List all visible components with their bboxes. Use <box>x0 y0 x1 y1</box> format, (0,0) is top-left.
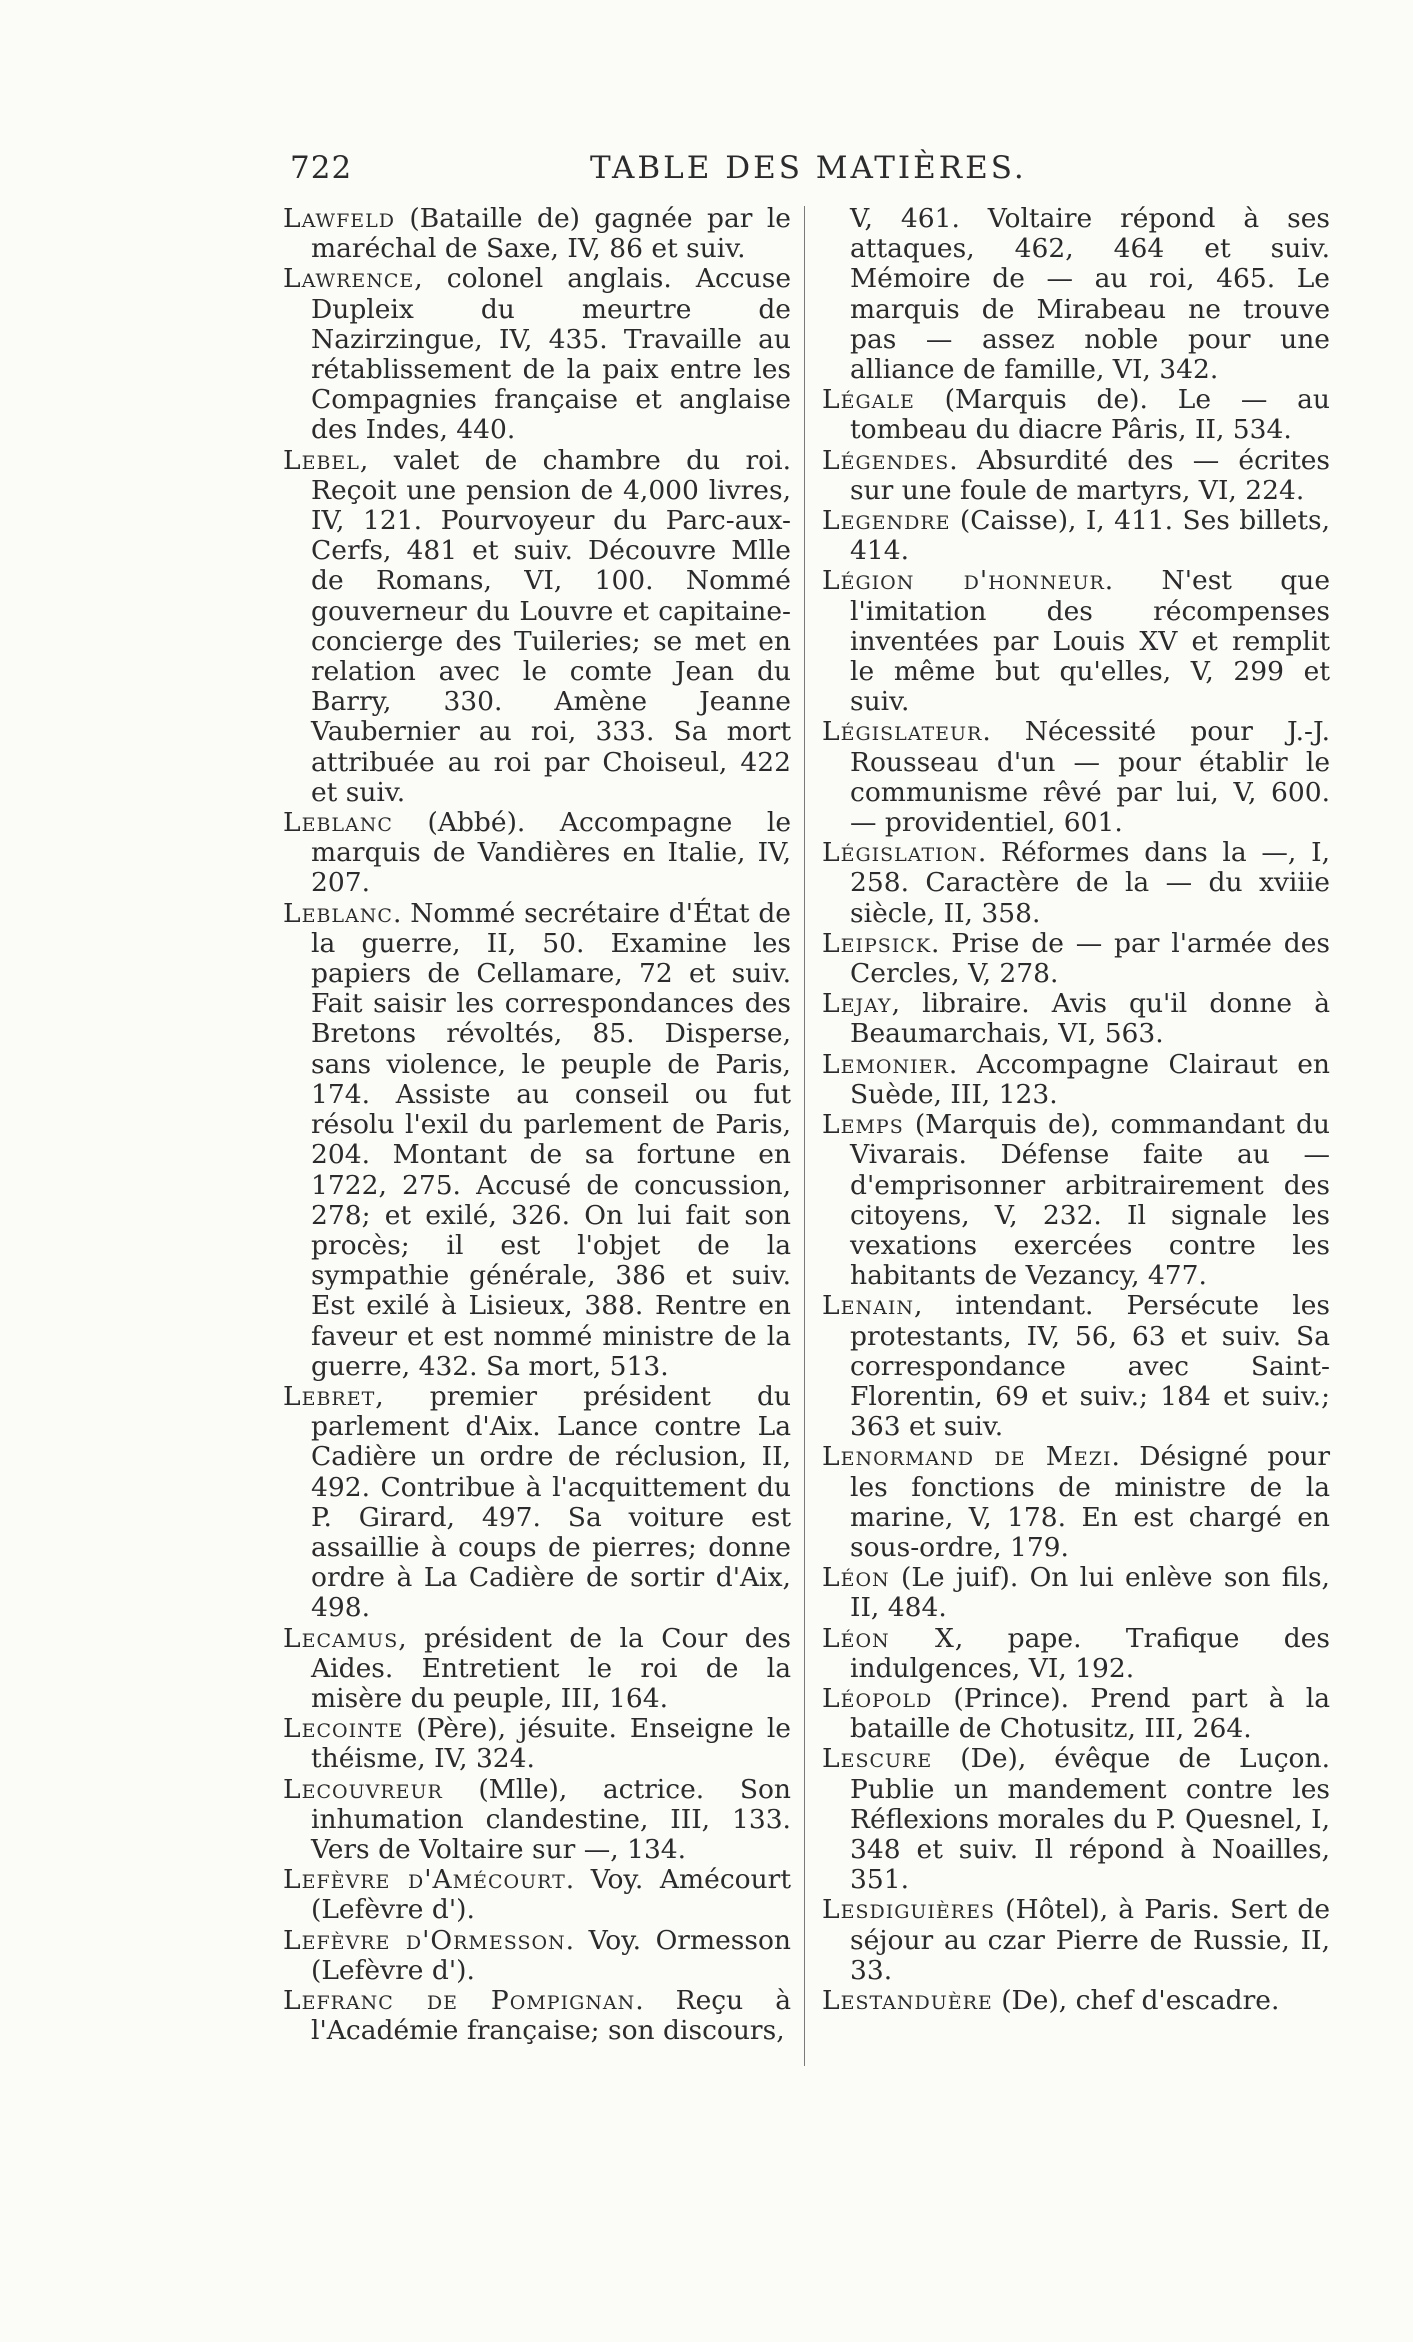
entry-headword: Lefèvre d'Ormesson <box>283 1924 566 1956</box>
entry-text: (Mlle), actrice. Son inhumation clandestine, III, 133. Vers de Voltaire sur —, 134. <box>311 1773 791 1865</box>
index-entry <box>822 506 1330 566</box>
entry-headword: Lecouvreur <box>283 1773 443 1805</box>
index-entry <box>822 1442 1330 1563</box>
index-entry <box>822 1110 1330 1291</box>
page-header <box>0 150 1413 200</box>
index-entry <box>822 989 1330 1049</box>
index-entry <box>822 838 1330 929</box>
entry-headword: Légendes <box>822 444 950 476</box>
entry-text: . Voy. Amécourt (Lefèvre d'). <box>311 1864 791 1926</box>
index-entry <box>822 446 1330 506</box>
index-entry <box>822 1050 1330 1110</box>
entry-text: . Prise de — par l'armée des Cercles, V, 278. <box>850 927 1330 990</box>
entry-text: . Désigné pour les fonctions de ministre de la marine, V, 178. En est chargé en sous-ordre, 179. <box>850 1441 1330 1563</box>
entry-headword: Leipsick <box>822 927 932 959</box>
page-number: 722 <box>290 150 353 186</box>
entry-headword: Lefranc de Pompignan <box>283 1984 636 2016</box>
entry-headword: Lemonier <box>822 1048 949 1080</box>
entry-text: . Voy. Ormesson (Lefèvre d'). <box>311 1924 791 1986</box>
entry-text: , intendant. Persécute les protestants, IV, 56, 63 et suiv. Sa correspondance avec Saint-Florentin, 69 et suiv.; 184 et suiv.; 363 et suiv. <box>850 1290 1330 1443</box>
entry-headword: Leblanc <box>283 807 393 839</box>
entry-text: . Nommé secrétaire d'État de la guerre, II, 50. Examine les papiers de Cellamare, 72 et suiv. Fait saisir les correspondances des Bretons révoltés, 85. Disperse, sans violence, le peuple de Paris, 174. Assiste au conseil ou fut résolu l'exil du parlement de Paris, 204. Montant de sa fortune en 1722, 275. Accusé de concussion, 278; et exilé, 326. On lui fait son procès; il est l'objet de la sympathie générale, 386 et suiv. Est exilé à Lisieux, 388. Rentre en faveur et est nommé ministre de la guerre, 432. Sa mort, 513. <box>311 897 791 1382</box>
entry-headword: Lawfeld <box>283 203 395 234</box>
entry-text: (Bataille de) gagnée par le maréchal de Saxe, IV, 86 et suiv. <box>311 203 791 265</box>
left-column <box>283 204 791 2046</box>
entry-text: , libraire. Avis qu'il donne à Beaumarchais, VI, 563. <box>850 988 1330 1050</box>
index-entry <box>822 929 1330 989</box>
entry-headword: Lecointe <box>283 1713 404 1745</box>
entry-text: . Réformes dans la —, I, 258. Caractère de la — du xviiie siècle, II, 358. <box>850 837 1330 929</box>
entry-text: . N'est que l'imitation des récompenses inventées par Louis XV et remplit le même but qu'elles, V, 299 et suiv. <box>850 565 1330 718</box>
entry-headword: Lestanduère <box>822 1984 993 2016</box>
index-entry <box>822 1684 1330 1744</box>
entry-headword: Lejay <box>822 988 892 1020</box>
entry-headword: Lemps <box>822 1109 904 1141</box>
entry-headword: Légale <box>822 384 915 416</box>
entry-headword: Léon X <box>822 1622 955 1654</box>
index-entry <box>822 1291 1330 1442</box>
entry-text: (Marquis de), commandant du Vivarais. Défense faite au — d'emprisonner arbitrairement des citoyens, V, 232. Il signale les vexations exercées contre les habitants de Vezancy, 477. <box>850 1109 1330 1292</box>
entry-text: (Hôtel), à Paris. Sert de séjour au czar Pierre de Russie, II, 33. <box>850 1894 1330 1986</box>
index-entry <box>283 1382 791 1624</box>
entry-headword: Leblanc <box>283 897 393 929</box>
index-entry <box>822 717 1330 838</box>
index-entry <box>283 808 791 899</box>
index-entry <box>822 1895 1330 1986</box>
entry-text: . Nécessité pour J.-J. Rousseau d'un — pour établir le communisme rêvé par lui, V, 600. — providentiel, 601. <box>850 716 1330 839</box>
index-entry <box>822 1624 1330 1684</box>
entry-headword: Lescure <box>822 1743 933 1775</box>
entry-headword: Lebel <box>283 444 360 476</box>
entry-text: . Accompagne Clairaut en Suède, III, 123. <box>850 1048 1330 1110</box>
index-entry <box>283 1714 791 1774</box>
entry-headword: Législateur <box>822 716 983 748</box>
index-entry <box>283 1926 791 1986</box>
index-entry <box>283 446 791 808</box>
index-entry <box>283 899 791 1382</box>
index-entry <box>822 1563 1330 1623</box>
index-entry <box>283 1865 791 1925</box>
entry-headword: Léopold <box>822 1682 933 1714</box>
index-entry <box>822 385 1330 445</box>
index-entry <box>283 1624 791 1715</box>
entry-text: , colonel anglais. Accuse Dupleix du meurtre de Nazirzingue, IV, 435. Travaille au rétablissement de la paix entre les Compagnies française et anglaise des Indes, 440. <box>311 263 791 446</box>
entry-headword: Lefèvre d'Amécourt <box>283 1864 566 1896</box>
entry-text: , premier président du parlement d'Aix. Lance contre La Cadière un ordre de réclusion, II, 492. Contribue à l'acquittement du P. Girard, 497. Sa voiture est assaillie à coups de pierres; donne ordre à La Cadière de sortir d'Aix, 498. <box>311 1380 791 1624</box>
index-entry <box>283 204 791 264</box>
entry-headword: Lebret <box>283 1380 376 1412</box>
entry-text: (De), évêque de Luçon. Publie un mandement contre les Réflexions morales du P. Quesnel, I, 348 et suiv. Il répond à Noailles, 351. <box>850 1743 1330 1896</box>
index-entry <box>822 1744 1330 1895</box>
entry-text: (Caisse), I, 411. Ses billets, 414. <box>850 505 1330 567</box>
right-column <box>822 204 1330 2016</box>
entry-headword: Lesdiguières <box>822 1894 995 1926</box>
entry-headword: Lawrence <box>283 263 415 295</box>
entry-headword: Legendre <box>822 505 951 537</box>
index-entry <box>283 264 791 445</box>
entry-headword: Léon <box>822 1562 890 1594</box>
entry-headword: Lenormand de Mezi <box>822 1441 1112 1473</box>
index-entry <box>283 1986 791 2046</box>
entry-text: , pape. Trafique des indulgences, VI, 192. <box>850 1622 1330 1684</box>
entry-text: (Abbé). Accompagne le marquis de Vandières en Italie, IV, 207. <box>311 807 791 899</box>
entry-headword: Lecamus <box>283 1622 399 1654</box>
entry-text: . Absurdité des — écrites sur une foule de martyrs, VI, 224. <box>850 444 1330 506</box>
entry-headword: Lenain <box>822 1290 914 1322</box>
entry-headword: Légion d'honneur <box>822 565 1105 597</box>
entry-text: (Prince). Prend part à la bataille de Chotusitz, III, 264. <box>850 1682 1330 1745</box>
entry-headword: Législation <box>822 837 978 869</box>
entry-text: , président de la Cour des Aides. Entretient le roi de la misère du peuple, III, 164. <box>311 1622 791 1714</box>
entry-text: (Le juif). On lui enlève son fils, II, 484. <box>850 1562 1330 1624</box>
index-entry <box>822 566 1330 717</box>
continued-entry: V, 461. Voltaire répond à ses attaques, 462, 464 et suiv. Mémoire de — au roi, 465. Le marquis de Mirabeau ne trouve pas — assez noble pour une alliance de famille, VI, 342. <box>850 203 1330 386</box>
entry-text: (Marquis de). Le — au tombeau du diacre Pâris, II, 534. <box>850 384 1330 446</box>
entry-text: (De), chef d'escadre. <box>992 1984 1280 2016</box>
entry-text: (Père), jésuite. Enseigne le théisme, IV, 324. <box>311 1713 791 1775</box>
running-title: TABLE DES MATIÈRES. <box>590 150 1027 186</box>
entry-text: , valet de chambre du roi. Reçoit une pension de 4,000 livres, IV, 121. Pourvoyeur du Parc-aux-Cerfs, 481 et suiv. Découvre Mlle de Romans, VI, 100. Nommé gouverneur du Louvre et capitaine-concierge des Tuileries; se met en relation avec le comte Jean du Barry, 330. Amène Jeanne Vaubernier au roi, 333. Sa mort attribuée au roi par Choiseul, 422 et suiv. <box>311 444 791 808</box>
entry-text: . Reçu à l'Académie française; son discours, <box>311 1984 791 2047</box>
column-divider <box>804 206 805 2066</box>
index-entry <box>283 1775 791 1866</box>
index-entry <box>822 1986 1330 2016</box>
